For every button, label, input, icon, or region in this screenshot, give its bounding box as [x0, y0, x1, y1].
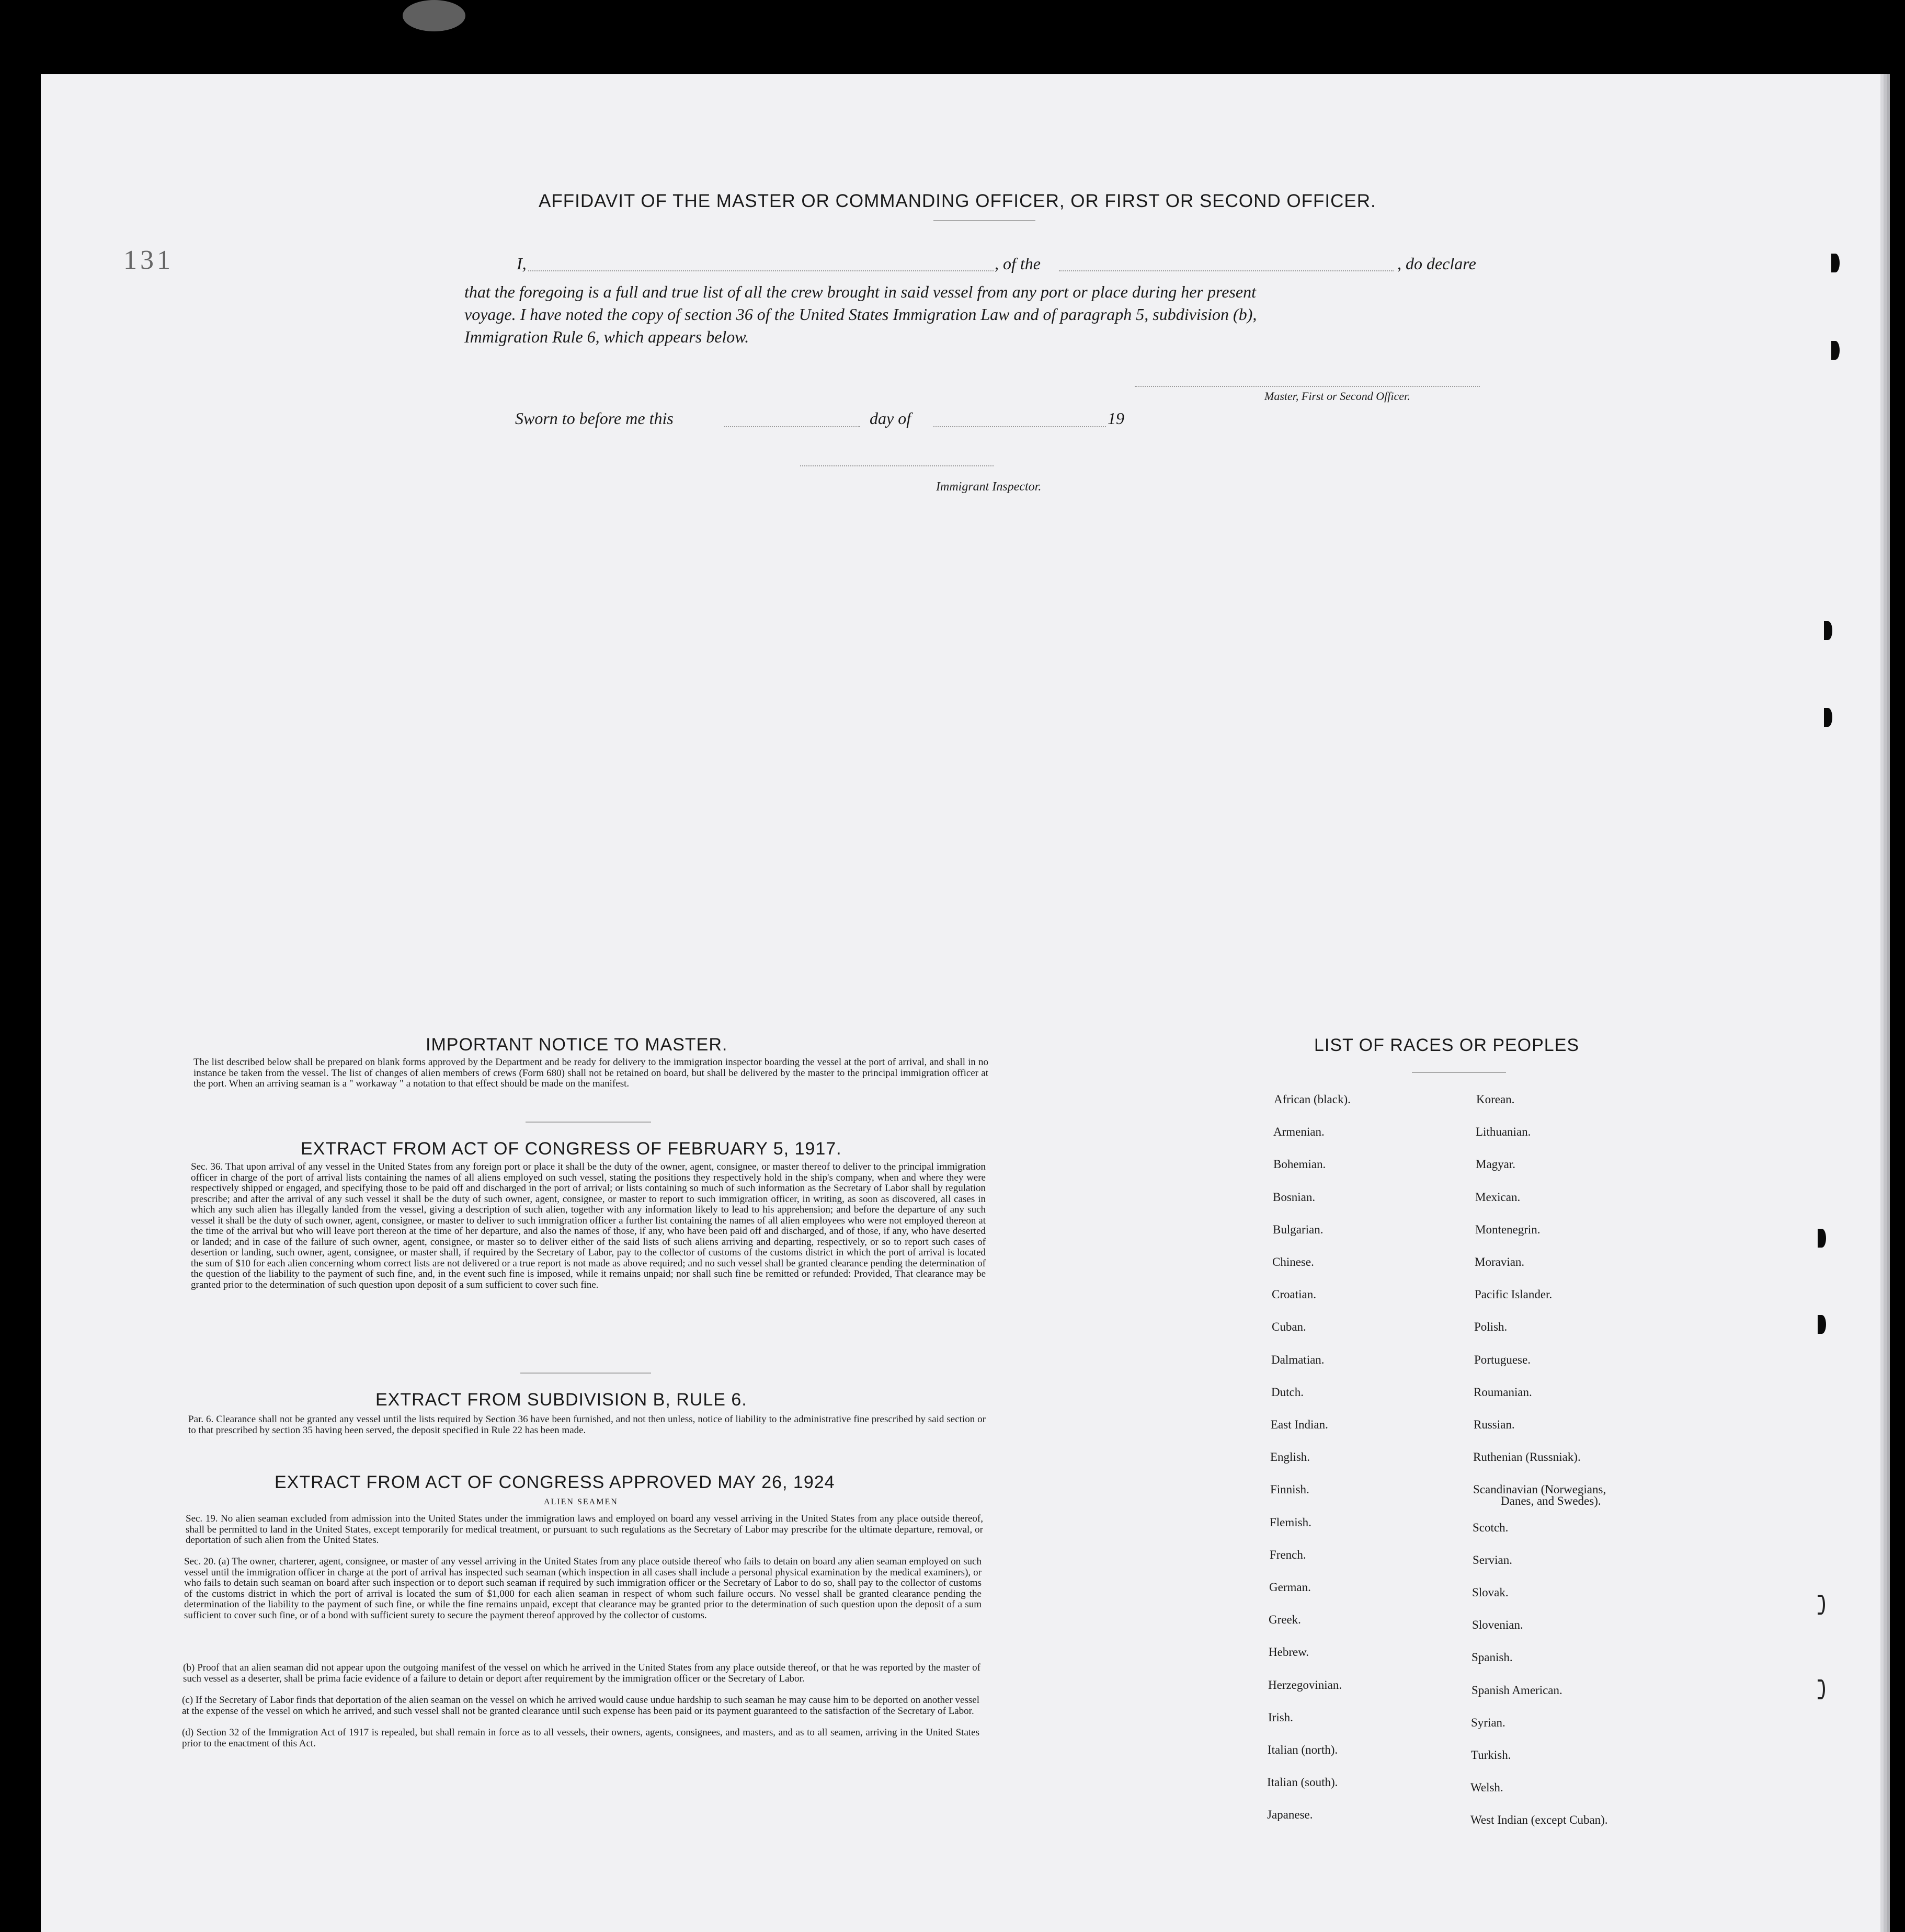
race-item: Greek.: [1269, 1613, 1301, 1626]
binder-hole-1: [1831, 254, 1840, 272]
race-item: Herzegovinian.: [1268, 1678, 1342, 1691]
extract-1924-title: EXTRACT FROM ACT OF CONGRESS APPROVED MAY 26, 1924: [275, 1472, 835, 1492]
affidavit-i-label: I,: [517, 254, 527, 273]
binder-hole-4: [1824, 708, 1832, 727]
sworn-month-line: [933, 426, 1106, 427]
extract-1924-sec20b: (b) Proof that an alien seaman did not appear upon the outgoing manifest of the vessel on which he arrived in the United States from any place outside thereof, or that he was reported by the master of such vessel as a deserter, shall be prima facie evidence of a failure to detain or deport after requirement by the immigration officer or the Secretary of Labor.: [183, 1662, 980, 1684]
race-item: Mexican.: [1475, 1191, 1521, 1204]
notice-text: The list described below shall be prepared on blank forms approved by the Department and be ready for delivery to the immigration inspector boarding the vessel at the port of arrival, and shall in no instance be taken from the vessel. The list of changes of alien members of crews (Form 680) shall not be retained on board, but shall be delivered by the master to the principal immigration officer at the port. When an arriving seaman is a " workaway " a notation to that effect should be made on the manifest.: [193, 1057, 988, 1089]
race-item: Finnish.: [1270, 1483, 1309, 1496]
race-item: Korean.: [1476, 1093, 1515, 1106]
sworn-year-prefix: 19: [1108, 409, 1124, 428]
page-number: 131: [123, 245, 174, 275]
binder-hole-6: [1818, 1315, 1826, 1334]
race-item: French.: [1270, 1548, 1306, 1561]
race-item: Syrian.: [1471, 1716, 1505, 1729]
race-item: African (black).: [1274, 1093, 1351, 1106]
race-item: Japanese.: [1267, 1808, 1313, 1821]
race-item: English.: [1270, 1450, 1310, 1464]
race-item: Portuguese.: [1474, 1353, 1531, 1366]
race-item: Welsh.: [1470, 1781, 1503, 1794]
affidavit-body-line1: that the foregoing is a full and true list of all the crew brought in said vessel from any port or place during her present: [464, 282, 1256, 301]
race-item: Croatian.: [1272, 1288, 1316, 1301]
master-caption: Master, First or Second Officer.: [1264, 390, 1410, 403]
affidavit-title-rule: [933, 220, 1035, 221]
affidavit-do-declare: , do declare: [1397, 254, 1476, 273]
extract-1917-text: Sec. 36. That upon arrival of any vessel in the United States from any foreign port or place it shall be the duty of the owner, agent, consignee, or master thereof to deliver to the principal immigration officer in charge of the port of arrival lists containing the names of all aliens employed on such vessel, stating the positions they respectively hold in the ship's company, when and where they were respectively shipped or engaged, and specifying those to be paid off and discharged in the port of arrival; or lists containing so much of such information as the Secretary of Labor shall by regulation prescribe; and after the arrival of any such vessel it shall be the duty of such owner, agent, consignee, or master to report to such immigration officer, in writing, as soon as discovered, all cases in which any such alien has illegally landed from the vessel, giving a description of such alien, together with any information likely to lead to his apprehension; and before the departure of any such vessel it shall be the duty of such owner, agent, consignee, or master to deliver to such immigration officer a further list containing the names of all alien employees who were not employed thereon at the time of the arrival but who will leave port thereon at the time of her departure, and also the names of those, if any, who have been paid off and discharged, and of those, if any, who have deserted or landed; and in case of the failure of such owner, agent, consignee, or master so to deliver either of the said lists of such aliens arriving and departing, respectively, or so to report such cases of desertion or landing, such owner, agent, consignee, or master shall, if required by the Secretary of Labor, pay to the collector of customs of the customs district in which the port of arrival is located the sum of $10 for each alien concerning whom correct lists are not delivered or a true report is not made as above required; and no such vessel shall be granted clearance pending the determination of the question of the liability to the payment of such fine, and, in the event such fine is imposed, while it remains unpaid; nor shall such fine be remitted or refunded: Provided, That clearance may be granted prior to the determination of such question upon deposit of a sum sufficient to cover such fine.: [191, 1161, 986, 1290]
name-field-line: [528, 270, 994, 271]
race-item: Lithuanian.: [1476, 1125, 1531, 1138]
race-item: Slovak.: [1472, 1586, 1509, 1599]
race-item: Scotch.: [1473, 1521, 1509, 1534]
race-item: Scandinavian (Norwegians,: [1473, 1483, 1606, 1496]
race-item: West Indian (except Cuban).: [1470, 1813, 1608, 1826]
race-item: Montenegrin.: [1475, 1223, 1541, 1236]
extract-rule6-text: Par. 6. Clearance shall not be granted any vessel until the lists required by Section 36 have been furnished, and not then unless, notice of liability to the administrative fine prescribed by said section or to that prescribed by section 35 having been served, the deposit specified in Rule 22 has been made.: [188, 1414, 986, 1436]
race-item-continuation: Danes, and Swedes).: [1501, 1494, 1601, 1507]
binder-hole-8: [1818, 1679, 1825, 1699]
binder-hole-3: [1824, 621, 1832, 640]
inspector-signature-line: [800, 465, 994, 466]
manifest-page: [41, 74, 1880, 1932]
notice-rule: [526, 1122, 651, 1123]
race-item: Italian (south).: [1267, 1776, 1338, 1789]
race-item: German.: [1269, 1581, 1311, 1594]
affidavit-title: AFFIDAVIT OF THE MASTER OR COMMANDING OFFICER, OR FIRST OR SECOND OFFICER.: [539, 191, 1376, 211]
master-signature-line: [1135, 386, 1480, 387]
race-item: Bohemian.: [1273, 1158, 1326, 1171]
extract-1917-rule: [520, 1373, 651, 1374]
sworn-label: Sworn to before me this: [515, 409, 674, 428]
race-item: Bosnian.: [1273, 1191, 1316, 1204]
race-item: Bulgarian.: [1273, 1223, 1324, 1236]
race-item: Armenian.: [1273, 1125, 1325, 1138]
extract-1924-sec19: Sec. 19. No alien seaman excluded from admission into the United States under the immigration laws and employed on board any vessel arriving in the United States from any place outside thereof, shall be permitted to land in the United States, except temporarily for medical treatment, or pursuant to such regulations as the Secretary of Labor may prescribe for the ultimate departure, removal, or deportation of such alien from the United States.: [186, 1513, 983, 1546]
extract-1924-subtitle: ALIEN SEAMEN: [544, 1497, 618, 1506]
race-item: Italian (north).: [1268, 1743, 1338, 1756]
binder-hole-7: [1818, 1595, 1825, 1615]
race-item: Chinese.: [1272, 1255, 1314, 1268]
extract-1924-sec20c: (c) If the Secretary of Labor finds that deportation of the alien seaman on the vessel on which he arrived would cause undue hardship to such seaman he may cause him to be deported on another vessel at the expense of the vessel on which he arrived, and such vessel shall not be granted clearance until such expense has been paid or its payment guaranteed to the satisfaction of the Secretary of Labor.: [182, 1695, 979, 1717]
sworn-day-line: [724, 426, 860, 427]
race-item: Slovenian.: [1472, 1618, 1523, 1631]
race-item: Pacific Islander.: [1475, 1288, 1553, 1301]
affidavit-body-line3: Immigration Rule 6, which appears below.: [464, 327, 749, 346]
corner-stain: [403, 0, 465, 31]
race-item: Russian.: [1474, 1418, 1515, 1431]
sworn-day-of: day of: [870, 409, 911, 428]
extract-1924-sec20d: (d) Section 32 of the Immigration Act of 1917 is repealed, but shall remain in force as to all vessels, their owners, agents, consignees, and masters, and as to all seamen, arriving in the United States prior to the enactment of this Act.: [182, 1727, 979, 1749]
race-item: Turkish.: [1471, 1748, 1511, 1762]
extract-1924-sec20a: Sec. 20. (a) The owner, charterer, agent, consignee, or master of any vessel arriving in the United States from any place outside thereof who fails to detain on board any alien seaman employed on such vessel until the immigration officer in charge at the port of arrival has inspected such seaman (which inspection in all cases shall include a personal physical examination by the medical examiners), or who fails to detain such seaman on board after such inspection or to deport such seaman if required by such immigration officer or the Secretary of Labor to do so, shall pay to the collector of customs of the customs district in which the port of arrival is located the sum of $1,000 for each alien seaman in respect of whom such failure occurs. No vessel shall be granted clearance pending the determination of the liability to the payment of such fine, or while the fine remains unpaid, except that clearance may be granted prior to the determination of such question upon the deposit of a sum sufficient to cover such fine, or of a bond with sufficient surety to secure the payment thereof approved by the collector of customs.: [184, 1556, 982, 1621]
extract-rule6-title: EXTRACT FROM SUBDIVISION B, RULE 6.: [375, 1390, 747, 1410]
race-item: Hebrew.: [1269, 1645, 1309, 1659]
race-item: Dalmatian.: [1271, 1353, 1325, 1366]
races-title-rule: [1412, 1072, 1506, 1073]
race-item: Moravian.: [1475, 1255, 1525, 1268]
race-item: Magyar.: [1476, 1158, 1516, 1171]
binder-hole-5: [1818, 1229, 1826, 1248]
race-item: Polish.: [1474, 1320, 1508, 1333]
affidavit-body-line2: voyage. I have noted the copy of section 36 of the United States Immigration Law and of paragraph 5, subdivision (b),: [464, 305, 1257, 324]
race-item: Cuban.: [1272, 1320, 1306, 1333]
races-title: LIST OF RACES OR PEOPLES: [1314, 1035, 1580, 1055]
race-item: Irish.: [1268, 1711, 1293, 1724]
notice-title: IMPORTANT NOTICE TO MASTER.: [426, 1035, 728, 1055]
race-item: Flemish.: [1270, 1516, 1311, 1529]
affidavit-of-the: , of the: [995, 254, 1041, 273]
binder-hole-2: [1831, 341, 1840, 360]
race-item: Servian.: [1473, 1553, 1513, 1567]
inspector-caption: Immigrant Inspector.: [936, 480, 1042, 494]
race-item: Spanish American.: [1471, 1684, 1562, 1697]
extract-1917-title: EXTRACT FROM ACT OF CONGRESS OF FEBRUARY 5, 1917.: [301, 1139, 842, 1159]
race-item: Dutch.: [1271, 1386, 1304, 1399]
race-item: East Indian.: [1271, 1418, 1328, 1431]
race-item: Ruthenian (Russniak).: [1473, 1450, 1581, 1464]
vessel-field-line: [1059, 270, 1394, 271]
race-item: Spanish.: [1471, 1651, 1513, 1664]
race-item: Roumanian.: [1474, 1386, 1532, 1399]
